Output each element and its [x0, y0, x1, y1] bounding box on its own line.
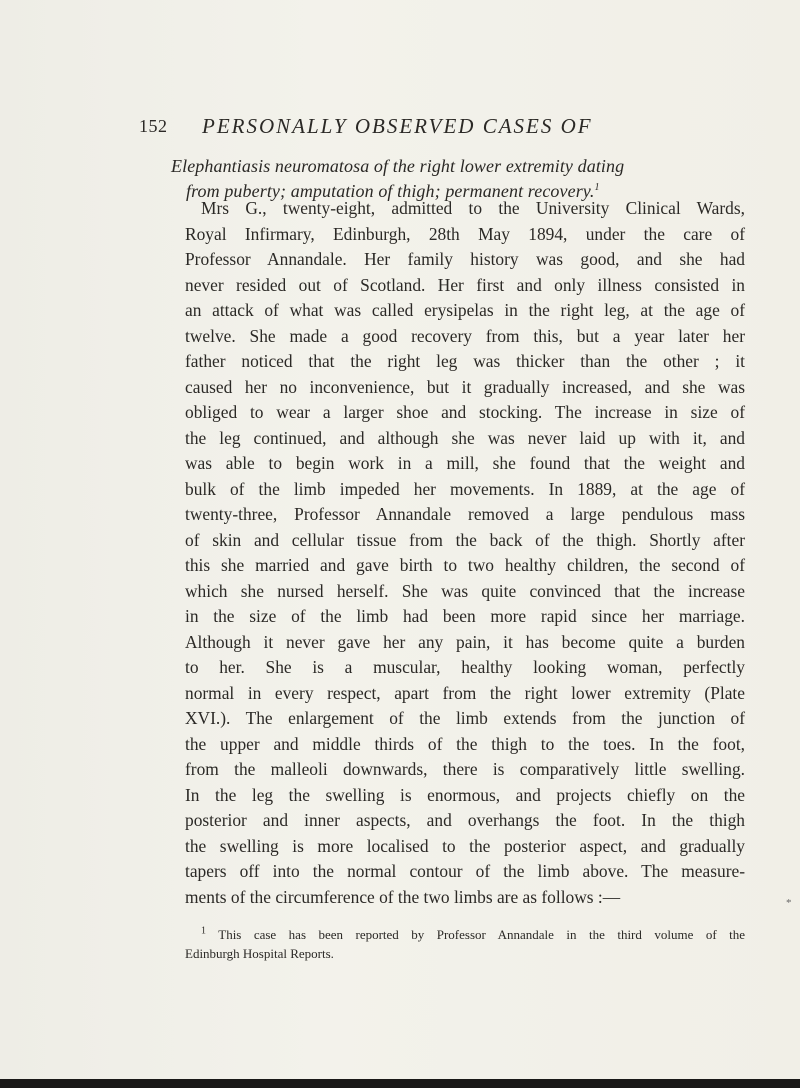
body-line: the upper and middle thirds of the thigh to the toes. In the foot, — [185, 733, 745, 754]
body-line: to her. She is a muscular, healthy looking woman, perfectly — [185, 657, 745, 677]
body-paragraph — [185, 196, 745, 910]
body-line: the leg continued, and although she was never laid up with it, and — [185, 427, 745, 448]
body-line: XVI.). The enlargement of the limb extends from the junction of — [185, 708, 745, 728]
footnote-line-1 — [185, 925, 745, 944]
footnote-reference: 1 — [594, 182, 600, 193]
body-line: obliged to wear a larger shoe and stocking. The increase in size of — [185, 402, 745, 422]
footnote — [185, 925, 745, 963]
case-title-line-1: Elephantiasis neuromatosa of the right lower extremity dating — [171, 156, 625, 176]
body-line: normal in every respect, apart from the right lower extremity (Plate — [185, 682, 745, 703]
footnote-marker: 1 — [201, 925, 206, 937]
body-line: caused her no inconvenience, but it gradually increased, and she was — [185, 376, 745, 397]
body-line: the swelling is more localised to the posterior aspect, and gradually — [185, 835, 745, 856]
body-line: which she nursed herself. She was quite convinced that the increase — [185, 580, 745, 601]
body-line: ments of the circumference of the two limbs are as follows :— — [185, 886, 621, 907]
scan-edge-band — [0, 1079, 800, 1088]
body-line: from the malleoli downwards, there is comparatively little swelling. — [185, 759, 745, 779]
body-line: father noticed that the right leg was thicker than the other ; it — [185, 351, 745, 371]
running-head — [139, 114, 759, 144]
body-line: bulk of the limb impeded her movements. In 1889, at the age of — [185, 478, 745, 499]
case-title-line-2-text: from puberty; amputation of thigh; permanent recovery. — [186, 181, 595, 201]
body-line: of skin and cellular tissue from the back of the thigh. Shortly after — [185, 529, 745, 550]
body-line: Professor Annandale. Her family history was good, and she had — [185, 249, 745, 269]
body-line: posterior and inner aspects, and overhangs the foot. In the thigh — [185, 810, 745, 830]
page-number: 152 — [139, 116, 168, 136]
body-line: Although it never gave her any pain, it has become quite a burden — [185, 631, 745, 652]
body-line: never resided out of Scotland. Her first and only illness consisted in — [185, 274, 745, 295]
body-line: In the leg the swelling is enormous, and projects chiefly on the — [185, 784, 745, 805]
body-line: tapers off into the normal contour of the limb above. The measure- — [185, 861, 745, 881]
body-line: Royal Infirmary, Edinburgh, 28th May 1894, under the care of — [185, 223, 745, 244]
body-line: was able to begin work in a mill, she found that the weight and — [185, 453, 745, 473]
margin-mark: * — [786, 897, 792, 909]
body-line: in the size of the limb had been more rapid since her marriage. — [185, 606, 745, 626]
footnote-line-2: Edinburgh Hospital Reports. — [185, 946, 334, 961]
body-line: twenty-three, Professor Annandale removed a large pendulous mass — [185, 504, 745, 524]
body-line: twelve. She made a good recovery from this, but a year later her — [185, 325, 745, 346]
body-line: an attack of what was called erysipelas in the right leg, at the age of — [185, 300, 745, 320]
body-line: Mrs G., twenty-eight, admitted to the University Clinical Wards, — [201, 198, 745, 218]
running-head-title: PERSONALLY OBSERVED CASES OF — [202, 114, 593, 138]
body-line: this she married and gave birth to two healthy children, the second of — [185, 555, 745, 575]
footnote-line-1-text: This case has been reported by Professor Annandale in the third volume of the — [218, 927, 746, 942]
